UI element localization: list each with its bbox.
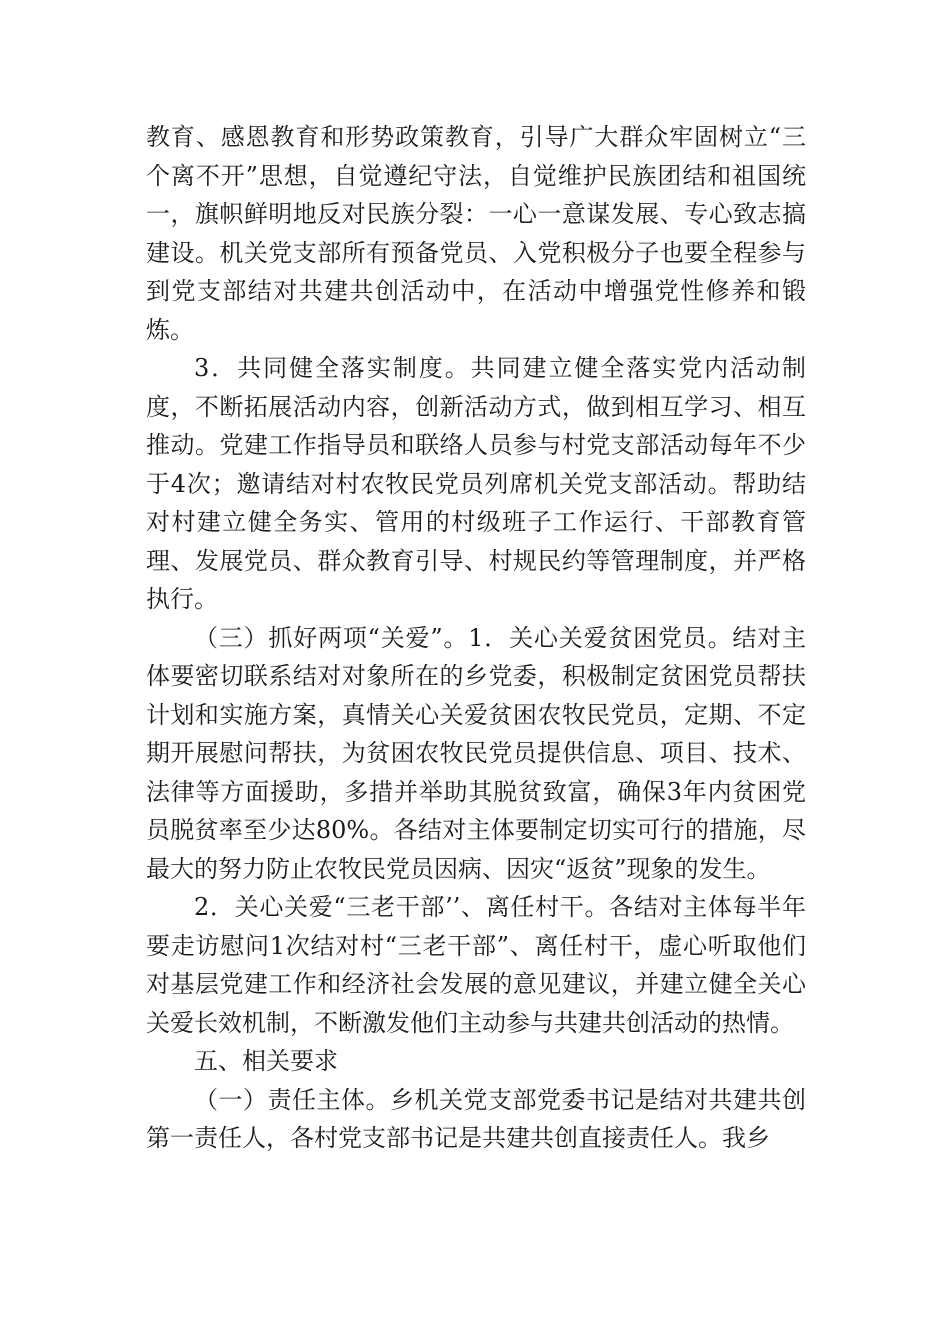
paragraph-education-continuation: 教育、感恩教育和形势政策教育，引导广大群众牢固树立“三个离不开”思想，自觉遵纪守法，自觉维护民族团结和祖国统一，旗帜鲜明地反对民族分裂：一心一意谋发展、专心致志搞建设。机关党支部所有预备党员、入党积极分子也要全程参与到党支部结对共建共创活动中，在活动中增强党性修养和锻炼。 bbox=[146, 123, 806, 344]
document-body bbox=[146, 118, 806, 1158]
section-heading-requirements: 五、相关要求 bbox=[194, 1047, 338, 1075]
paragraph-responsibility: （一）责任主体。乡机关党支部党委书记是结对共建共创第一责任人，各村党支部书记是共建共创直接责任人。我乡 bbox=[146, 1085, 806, 1152]
paragraph-care-veteran-cadres: 2．关心关爱“三老干部’’、离任村干。各结对主体每半年要走访慰问1次结对村“三老干部”、离任村干，虚心听取他们对基层党建工作和经济社会发展的意见建议，并建立健全关心关爱长效机制，不断激发他们主动参与共建共创活动的热情。 bbox=[146, 893, 806, 1037]
paragraph-system-building: 3．共同健全落实制度。共同建立健全落实党内活动制度，不断拓展活动内容，创新活动方式，做到相互学习、相互推动。党建工作指导员和联络人员参与村党支部活动每年不少于4次；邀请结对村农牧民党员列席机关党支部活动。帮助结对村建立健全务实、管用的村级班子工作运行、干部教育管理、发展党员、群众教育引导、村规民约等管理制度，并严格执行。 bbox=[146, 354, 806, 613]
paragraph-care-poor-members: （三）抓好两项“关爱”。1．关心关爱贫困党员。结对主体要密切联系结对对象所在的乡党委，积极制定贫困党员帮扶计划和实施方案，真情关心关爱贫困农牧民党员，定期、不定期开展慰问帮扶，为贫困农牧民党员提供信息、项目、技术、法律等方面援助，多措并举助其脱贫致富，确保3年内贫困党员脱贫率至少达80%。各结对主体要制定切实可行的措施，尽最大的努力防止农牧民党员因病、因灾“返贫”现象的发生。 bbox=[146, 623, 806, 883]
